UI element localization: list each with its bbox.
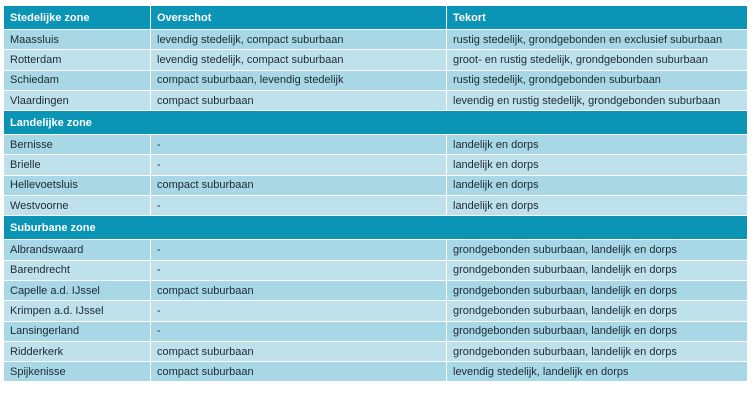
municipality-cell: Bernisse xyxy=(10,138,53,151)
zone-table xyxy=(4,6,747,382)
tekort-cell: groot- en rustig stedelijk, grondgebonden suburbaan xyxy=(446,50,747,69)
tekort-cell: landelijk en dorps xyxy=(446,155,747,174)
tekort-cell: landelijk en dorps xyxy=(446,135,747,154)
table-row xyxy=(4,135,747,155)
table-row xyxy=(4,30,747,50)
section-title: Suburbane zone xyxy=(10,221,96,234)
table-row xyxy=(4,91,747,111)
section-title: Landelijke zone xyxy=(10,116,92,129)
municipality-cell: Krimpen a.d. IJssel xyxy=(10,304,104,317)
overschot-cell: - xyxy=(150,196,446,215)
tekort-cell: levendig en rustig stedelijk, grondgebonden suburbaan xyxy=(446,91,747,110)
tekort-cell: grondgebonden suburbaan, landelijk en dorps xyxy=(446,281,747,300)
table-row xyxy=(4,322,747,342)
table-row xyxy=(4,155,747,175)
municipality-cell: Vlaardingen xyxy=(10,94,69,107)
table-row xyxy=(4,342,747,362)
overschot-cell: - xyxy=(150,240,446,259)
tekort-cell: rustig stedelijk, grondgebonden en exclusief suburbaan xyxy=(446,30,747,49)
tekort-cell: levendig stedelijk, landelijk en dorps xyxy=(446,362,747,381)
overschot-cell: compact suburbaan, levendig stedelijk xyxy=(150,71,446,90)
table-row xyxy=(4,196,747,216)
municipality-cell: Maassluis xyxy=(10,33,59,46)
overschot-cell: compact suburbaan xyxy=(150,342,446,361)
municipality-cell: Ridderkerk xyxy=(10,345,64,358)
table-header xyxy=(4,6,747,30)
table-row xyxy=(4,362,747,382)
municipality-cell: Lansingerland xyxy=(10,325,80,338)
overschot-cell: levendig stedelijk, compact suburbaan xyxy=(150,30,446,49)
municipality-cell: Westvoorne xyxy=(10,199,69,212)
tekort-cell: rustig stedelijk, grondgebonden suburbaan xyxy=(446,71,747,90)
section-header xyxy=(4,216,747,240)
municipality-cell: Rotterdam xyxy=(10,53,62,66)
tekort-cell: landelijk en dorps xyxy=(446,196,747,215)
overschot-cell: - xyxy=(150,301,446,320)
table-row xyxy=(4,301,747,321)
table-row xyxy=(4,50,747,70)
overschot-cell: - xyxy=(150,135,446,154)
tekort-cell: grondgebonden suburbaan, landelijk en dorps xyxy=(446,301,747,320)
overschot-cell: compact suburbaan xyxy=(150,91,446,110)
tekort-cell: grondgebonden suburbaan, landelijk en dorps xyxy=(446,261,747,280)
table-row xyxy=(4,71,747,91)
overschot-cell: - xyxy=(150,322,446,341)
section-header xyxy=(4,111,747,135)
header-tekort: Tekort xyxy=(446,6,747,29)
municipality-cell: Brielle xyxy=(10,159,41,172)
municipality-cell: Hellevoetsluis xyxy=(10,179,78,192)
tekort-cell: landelijk en dorps xyxy=(446,176,747,195)
table-row xyxy=(4,240,747,260)
municipality-cell: Capelle a.d. IJssel xyxy=(10,284,100,297)
header-zone: Stedelijke zone xyxy=(10,11,90,24)
municipality-cell: Barendrecht xyxy=(10,264,70,277)
table-row xyxy=(4,261,747,281)
municipality-cell: Spijkenisse xyxy=(10,365,66,378)
overschot-cell: compact suburbaan xyxy=(150,281,446,300)
table-row xyxy=(4,281,747,301)
tekort-cell: grondgebonden suburbaan, landelijk en dorps xyxy=(446,240,747,259)
header-overschot: Overschot xyxy=(150,6,446,29)
tekort-cell: grondgebonden suburbaan, landelijk en dorps xyxy=(446,342,747,361)
overschot-cell: - xyxy=(150,155,446,174)
table-row xyxy=(4,176,747,196)
municipality-cell: Schiedam xyxy=(10,74,59,87)
municipality-cell: Albrandswaard xyxy=(10,244,84,257)
overschot-cell: compact suburbaan xyxy=(150,362,446,381)
overschot-cell: compact suburbaan xyxy=(150,176,446,195)
overschot-cell: - xyxy=(150,261,446,280)
table-body xyxy=(4,30,747,382)
overschot-cell: levendig stedelijk, compact suburbaan xyxy=(150,50,446,69)
tekort-cell: grondgebonden suburbaan, landelijk en dorps xyxy=(446,322,747,341)
